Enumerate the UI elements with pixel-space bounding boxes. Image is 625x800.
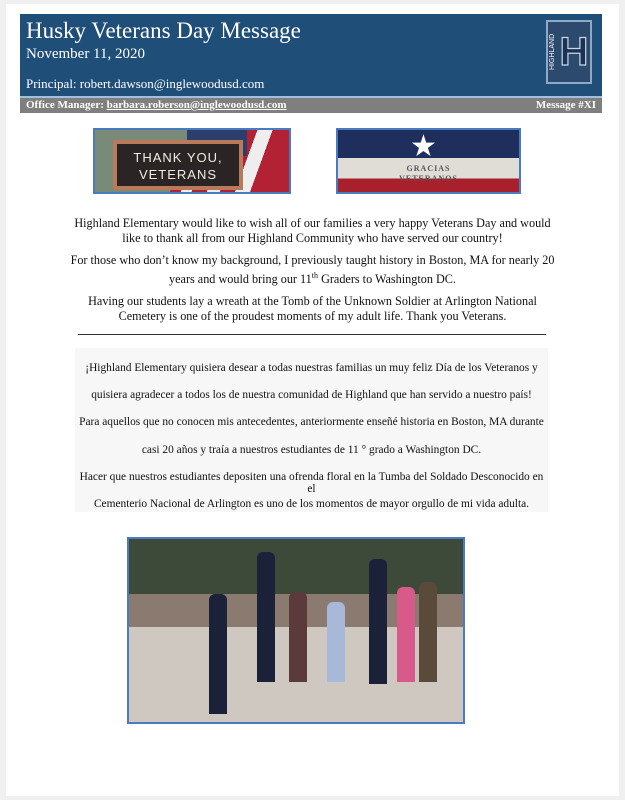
image-text-line: GRACIAS bbox=[406, 164, 451, 173]
wreath-ceremony-photo bbox=[127, 537, 465, 724]
image-text: THANK YOU, bbox=[133, 150, 223, 165]
image-text-line: VETERANOS bbox=[399, 174, 458, 183]
text: Graders to Washington DC. bbox=[318, 272, 456, 287]
office-email-link[interactable]: barbara.roberson@inglewoodusd.com bbox=[106, 99, 287, 111]
principal-contact: Principal: robert.dawson@inglewoodusd.com bbox=[26, 76, 265, 91]
line: Para aquellos que no conocen mis antecedentes, anteriormente enseñé historia en Boston, MA durante bbox=[79, 416, 544, 429]
paragraph: Highland Elementary would like to wish all of our families a very happy Veterans Day and would like to thank all from our Highland Community who have served our country! bbox=[74, 216, 551, 245]
person-figure bbox=[397, 587, 415, 682]
english-message bbox=[70, 216, 555, 331]
person-figure bbox=[419, 582, 437, 682]
person-figure bbox=[327, 602, 345, 682]
line: Cementerio Nacional de Arlington es uno de los momentos de mayor orgullo de mi vida adulta. bbox=[93, 497, 530, 510]
chalkboard bbox=[113, 140, 243, 190]
star-icon: ★ bbox=[410, 130, 437, 163]
logo-letter: H bbox=[559, 30, 589, 74]
highland-logo bbox=[546, 20, 592, 84]
date: November 11, 2020 bbox=[26, 46, 146, 62]
info-bar bbox=[20, 98, 602, 113]
office-manager bbox=[26, 99, 287, 112]
page-title: Husky Veterans Day Message bbox=[26, 18, 301, 43]
gracias-veteranos-image bbox=[336, 128, 521, 194]
divider bbox=[78, 334, 546, 335]
superscript: th bbox=[311, 271, 319, 280]
line: casi 20 años y traía a nuestros estudiantes de 11 ° grado a Washington DC. bbox=[141, 443, 482, 456]
paragraph bbox=[70, 253, 555, 287]
logo-text: HIGHLAND bbox=[549, 33, 556, 71]
text: For those who don’t know my background, I previously taught history in Boston, MA for nearly 20 years and would bring our 11 bbox=[70, 253, 555, 287]
line: ¡Highland Elementary quisiera desear a todas nuestras familias un muy feliz Día de los Veteranos y bbox=[85, 362, 538, 374]
soldier-figure bbox=[209, 594, 227, 714]
header-banner bbox=[20, 14, 602, 98]
image-text bbox=[338, 164, 519, 184]
person-figure bbox=[289, 592, 307, 682]
office-label: Office Manager: bbox=[26, 99, 107, 111]
soldier-figure bbox=[257, 552, 275, 682]
spanish-message bbox=[75, 348, 548, 512]
line: quisiera agradecer a todos los de nuestra comunidad de Highland que han servido a nuestro país! bbox=[91, 389, 532, 402]
image-text: VETERANS bbox=[138, 167, 218, 182]
thank-you-veterans-image bbox=[93, 128, 291, 194]
line: Hacer que nuestros estudiantes depositen una ofrenda floral en la Tumba del Soldado Desconocido en el bbox=[79, 470, 544, 495]
paragraph: Having our students lay a wreath at the Tomb of the Unknown Soldier at Arlington National Cemetery is one of the proudest moments of my adult life. Thank you Veterans. bbox=[88, 294, 537, 324]
soldier-figure bbox=[369, 559, 387, 684]
message-number: Message #XI bbox=[535, 99, 596, 111]
